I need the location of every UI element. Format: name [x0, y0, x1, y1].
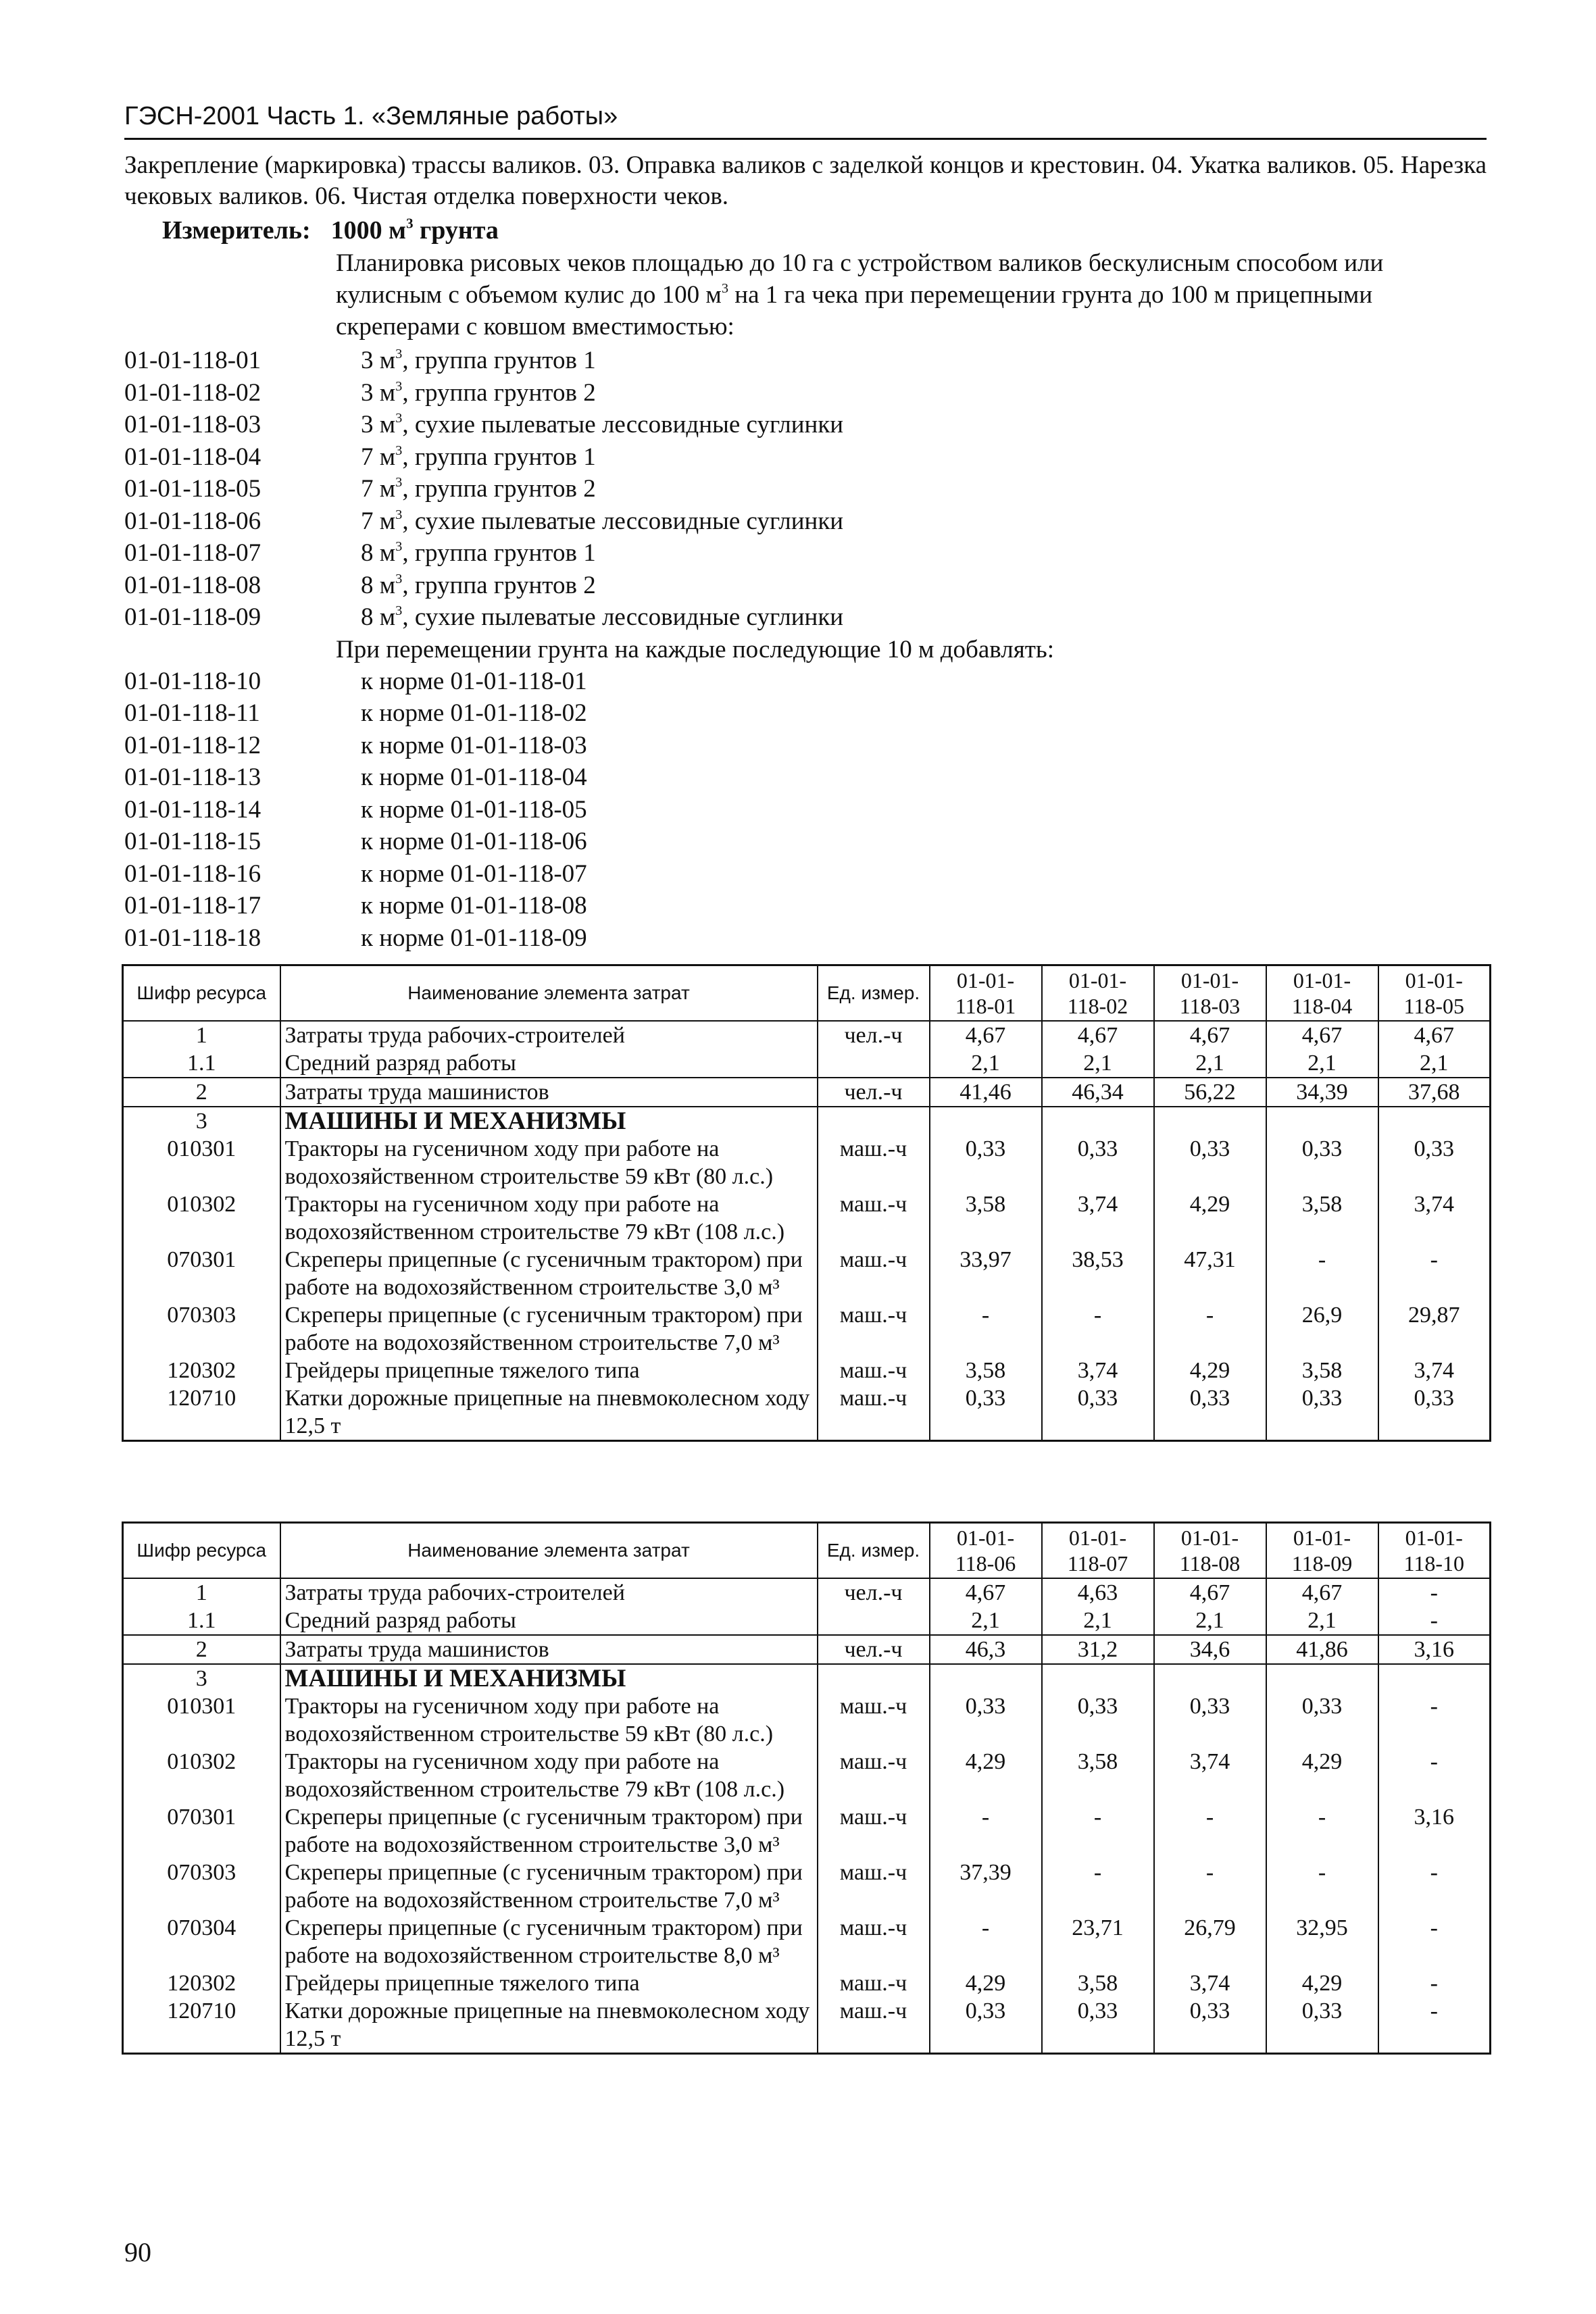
table-row [123, 1578, 1491, 1607]
table-row [123, 1246, 1491, 1301]
resource-value: - [1042, 1859, 1154, 1914]
norm-row [124, 794, 1487, 826]
resource-name: Скреперы прицепные (с гусеничным трактором) при работе на водохозяйственном строительстве 3,0 м³ [280, 1803, 818, 1859]
norm-code: 01-01-118-12 [124, 731, 261, 759]
resource-code: 010301 [123, 1135, 280, 1190]
resource-name: Средний разряд работы [280, 1607, 818, 1635]
norm-code: 01-01-118-06 [124, 507, 261, 535]
norm-code: 01-01-118-15 [124, 828, 261, 855]
resource-unit: чел.-ч [818, 1078, 930, 1107]
resource-value: 0,33 [1042, 1692, 1154, 1748]
resource-value: 38,53 [1042, 1246, 1154, 1301]
table-header-row [123, 965, 1491, 1022]
resource-table-1 [122, 964, 1491, 1442]
resource-value: 2,1 [1042, 1607, 1154, 1635]
norm-description: к норме 01-01-118-03 [361, 731, 587, 759]
resource-value: 3,58 [1266, 1357, 1378, 1384]
norm-row [124, 409, 1487, 441]
resource-value: 37,68 [1378, 1078, 1491, 1107]
table-row [123, 1384, 1491, 1441]
norm-row [124, 922, 1487, 955]
resource-code: 070303 [123, 1301, 280, 1357]
resource-unit: маш.-ч [818, 1301, 930, 1357]
resource-value: 4,29 [1266, 1748, 1378, 1803]
table-row [123, 1914, 1491, 1969]
resource-value: - [1266, 1803, 1378, 1859]
resource-code: 1.1 [123, 1049, 280, 1078]
resource-value: 0,33 [1378, 1384, 1491, 1441]
table-row [123, 1190, 1491, 1246]
resource-unit: чел.-ч [818, 1635, 930, 1664]
resource-name: Катки дорожные прицепные на пневмоколесном ходу 12,5 т [280, 1997, 818, 2054]
resource-value [1154, 1664, 1266, 1692]
resource-value: 0,33 [1266, 1997, 1378, 2054]
resource-value: - [1154, 1859, 1266, 1914]
resource-table-2 [122, 1521, 1491, 2055]
norm-code: 01-01-118-09 [124, 603, 261, 631]
norm-row [124, 858, 1487, 890]
norm-code: 01-01-118-14 [124, 795, 261, 824]
resource-value: 2,1 [1266, 1607, 1378, 1635]
resource-value: - [1378, 1997, 1491, 2054]
resource-value: 3,74 [1042, 1190, 1154, 1246]
table-row [123, 1803, 1491, 1859]
resource-unit: маш.-ч [818, 1246, 930, 1301]
resource-name: Грейдеры прицепные тяжелого типа [280, 1969, 818, 1997]
table-row [123, 1664, 1491, 1692]
norm-description: к норме 01-01-118-07 [361, 859, 587, 888]
plan-description: Планировка рисовых чеков площадью до 10 га с устройством валиков бескулисным способом или кулисным с объемом кулис до 100 $м^3$ на 1 га чека при перемещении грунта до 100 м прицепными скреперами с ковшом вместимостью: [336, 249, 1384, 341]
resource-code: 010302 [123, 1190, 280, 1246]
norm-row [124, 473, 1487, 505]
resource-value: - [930, 1803, 1042, 1859]
resource-value: 4,67 [1154, 1578, 1266, 1607]
table-row [123, 1049, 1491, 1078]
resource-code: 070301 [123, 1803, 280, 1859]
resource-value: 3,74 [1042, 1357, 1154, 1384]
resource-code: 2 [123, 1078, 280, 1107]
norm-code: 01-01-118-18 [124, 924, 261, 952]
norm-row [124, 761, 1487, 794]
header-norm-code: 01-01- 118-05 [1378, 965, 1491, 1022]
resource-value: 46,34 [1042, 1078, 1154, 1107]
resource-value: 3,74 [1154, 1748, 1266, 1803]
table-row [123, 1607, 1491, 1635]
norm-code: 01-01-118-01 [124, 347, 261, 374]
resource-value: 0,33 [1266, 1384, 1378, 1441]
resource-value: 0,33 [1266, 1135, 1378, 1190]
resource-code: 1.1 [123, 1607, 280, 1635]
norm-description: 3 $м^3$, группа грунтов 2 [361, 378, 596, 407]
resource-value: 33,97 [930, 1246, 1042, 1301]
norm-code: 01-01-118-04 [124, 443, 261, 471]
resource-code: 120302 [123, 1357, 280, 1384]
table-row [123, 1635, 1491, 1664]
table-header-row [123, 1523, 1491, 1579]
resource-value: - [1378, 1607, 1491, 1635]
resource-name: Затраты труда рабочих-строителей [280, 1578, 818, 1607]
resource-value: 3,74 [1378, 1190, 1491, 1246]
resource-unit: чел.-ч [818, 1578, 930, 1607]
resource-value: - [1378, 1578, 1491, 1607]
resource-value: - [1378, 1748, 1491, 1803]
resource-unit: маш.-ч [818, 1748, 930, 1803]
resource-code: 010302 [123, 1748, 280, 1803]
header-name: Наименование элемента затрат [280, 1523, 818, 1579]
resource-value: 31,2 [1042, 1635, 1154, 1664]
norm-description: к норме 01-01-118-02 [361, 699, 587, 727]
measure-value: 1000 $м^3$ грунта [330, 215, 499, 245]
resource-value: 2,1 [1042, 1049, 1154, 1078]
table-row [123, 1692, 1491, 1748]
resource-code: 120302 [123, 1969, 280, 1997]
resource-value: 56,22 [1154, 1078, 1266, 1107]
resource-value: 4,29 [1154, 1357, 1266, 1384]
resource-value: 3,58 [1042, 1748, 1154, 1803]
norm-description: 8 $м^3$, группа грунтов 1 [361, 538, 596, 567]
resource-value: 3,58 [1266, 1190, 1378, 1246]
resource-value: 0,33 [1154, 1692, 1266, 1748]
resource-value [1042, 1107, 1154, 1135]
resource-value: 46,3 [930, 1635, 1042, 1664]
norm-code: 01-01-118-08 [124, 571, 261, 599]
resource-value: 3,16 [1378, 1635, 1491, 1664]
norm-subheading-text: При перемещении грунта на каждые последующие 10 м добавлять: [336, 635, 1055, 663]
resource-name: Затраты труда машинистов [280, 1078, 818, 1107]
resource-value: - [930, 1914, 1042, 1969]
resource-value: - [1378, 1246, 1491, 1301]
resource-value [1042, 1664, 1154, 1692]
resource-value: 4,67 [1154, 1021, 1266, 1049]
norm-code: 01-01-118-02 [124, 378, 261, 407]
resource-name: Тракторы на гусеничном ходу при работе на водохозяйственном строительстве 79 кВт (108 л.с.) [280, 1748, 818, 1803]
resource-code: 3 [123, 1107, 280, 1135]
table-row [123, 1997, 1491, 2054]
resource-value: 0,33 [1154, 1135, 1266, 1190]
header-code: Шифр ресурса [123, 965, 280, 1022]
resource-value: 0,33 [1042, 1997, 1154, 2054]
norm-code: 01-01-118-11 [124, 699, 260, 727]
resource-value: 32,95 [1266, 1914, 1378, 1969]
norm-row [124, 665, 1487, 698]
resource-name: Скреперы прицепные (с гусеничным трактором) при работе на водохозяйственном строительстве 3,0 м³ [280, 1246, 818, 1301]
resource-unit: маш.-ч [818, 1135, 930, 1190]
resource-code: 070304 [123, 1914, 280, 1969]
resource-unit: маш.-ч [818, 1997, 930, 2054]
norm-code: 01-01-118-03 [124, 411, 261, 438]
page-number: 90 [124, 2237, 151, 2267]
table-row [123, 1357, 1491, 1384]
resource-unit: маш.-ч [818, 1692, 930, 1748]
header-norm-code: 01-01- 118-09 [1266, 1523, 1378, 1579]
resource-value: - [1154, 1803, 1266, 1859]
resource-value: 2,1 [1266, 1049, 1378, 1078]
header-unit: Ед. измер. [818, 965, 930, 1022]
table-row [123, 1748, 1491, 1803]
table-row [123, 1301, 1491, 1357]
norm-code: 01-01-118-05 [124, 475, 261, 503]
norm-code: 01-01-118-07 [124, 539, 261, 567]
norm-code: 01-01-118-16 [124, 859, 261, 888]
header-name: Наименование элемента затрат [280, 965, 818, 1022]
resource-value: 0,33 [930, 1135, 1042, 1190]
resource-value: 2,1 [930, 1607, 1042, 1635]
resource-name: Скреперы прицепные (с гусеничным трактором) при работе на водохозяйственном строительстве 8,0 м³ [280, 1914, 818, 1969]
resource-value: 3,74 [1154, 1969, 1266, 1997]
norm-description: 8 $м^3$, сухие пылеватые лессовидные суглинки [361, 603, 844, 631]
header-code: Шифр ресурса [123, 1523, 280, 1579]
resource-value [1266, 1107, 1378, 1135]
resource-value: 0,33 [1378, 1135, 1491, 1190]
resource-value: 4,63 [1042, 1578, 1154, 1607]
resource-value: 3,74 [1378, 1357, 1491, 1384]
norm-row [124, 890, 1487, 922]
norm-description: 7 $м^3$, группа грунтов 1 [361, 443, 596, 471]
resource-value: 0,33 [930, 1997, 1042, 2054]
resource-value: 4,67 [930, 1578, 1042, 1607]
table-row [123, 1021, 1491, 1049]
norm-description: к норме 01-01-118-06 [361, 828, 587, 855]
resource-value: 0,33 [1154, 1384, 1266, 1441]
resource-value: 4,67 [1266, 1021, 1378, 1049]
norms-list [124, 345, 1487, 954]
resource-value: 2,1 [1378, 1049, 1491, 1078]
table-row [123, 1135, 1491, 1190]
resource-value: - [1378, 1969, 1491, 1997]
resource-name: Средний разряд работы [280, 1049, 818, 1078]
resource-value: - [1042, 1301, 1154, 1357]
resource-code: 3 [123, 1664, 280, 1692]
norm-description: 7 $м^3$, сухие пылеватые лессовидные суглинки [361, 507, 844, 535]
resource-unit [818, 1107, 930, 1135]
resource-value: - [1378, 1692, 1491, 1748]
resource-value: 4,67 [1042, 1021, 1154, 1049]
resource-unit: чел.-ч [818, 1021, 930, 1049]
norm-row [124, 441, 1487, 474]
resource-value: 41,86 [1266, 1635, 1378, 1664]
resource-value: 3,58 [930, 1190, 1042, 1246]
resource-unit: маш.-ч [818, 1914, 930, 1969]
resource-value: 4,67 [1266, 1578, 1378, 1607]
norm-code: 01-01-118-10 [124, 667, 261, 695]
resource-code: 120710 [123, 1997, 280, 2054]
header-norm-code: 01-01- 118-01 [930, 965, 1042, 1022]
resource-value: 26,79 [1154, 1914, 1266, 1969]
header-norm-code: 01-01- 118-06 [930, 1523, 1042, 1579]
norm-row [124, 570, 1487, 602]
norm-row [124, 826, 1487, 858]
resource-code: 070301 [123, 1246, 280, 1301]
measure-label: Измеритель: [162, 216, 311, 245]
header-norm-code: 01-01- 118-08 [1154, 1523, 1266, 1579]
resource-value: 2,1 [930, 1049, 1042, 1078]
table-row [123, 1969, 1491, 1997]
resource-unit: маш.-ч [818, 1803, 930, 1859]
resource-value: 4,29 [930, 1969, 1042, 1997]
resource-value: 29,87 [1378, 1301, 1491, 1357]
resource-name: Катки дорожные прицепные на пневмоколесном ходу 12,5 т [280, 1384, 818, 1441]
resource-name: Скреперы прицепные (с гусеничным трактором) при работе на водохозяйственном строительстве 7,0 м³ [280, 1301, 818, 1357]
resource-value: 4,29 [930, 1748, 1042, 1803]
resource-unit: маш.-ч [818, 1969, 930, 1997]
intro-paragraph: Закрепление (маркировка) трассы валиков. 03. Оправка валиков с заделкой концов и крестовин. 04. Укатка валиков. 05. Нарезка чековых валиков. 06. Чистая отделка поверхности чеков. [124, 151, 1487, 210]
resource-value: 0,33 [1154, 1997, 1266, 2054]
resource-value: - [1042, 1803, 1154, 1859]
resource-value [1266, 1664, 1378, 1692]
resource-value: 0,33 [1266, 1692, 1378, 1748]
resource-unit [818, 1049, 930, 1078]
resource-value: - [1266, 1859, 1378, 1914]
table-row [123, 1859, 1491, 1914]
resource-value: 37,39 [930, 1859, 1042, 1914]
header-norm-code: 01-01- 118-02 [1042, 965, 1154, 1022]
resource-value: 4,29 [1154, 1190, 1266, 1246]
resource-value: 3,16 [1378, 1803, 1491, 1859]
resource-code: 120710 [123, 1384, 280, 1441]
resource-value: 4,67 [930, 1021, 1042, 1049]
resource-name: Тракторы на гусеничном ходу при работе на водохозяйственном строительстве 59 кВт (80 л.с.) [280, 1692, 818, 1748]
resource-value [1378, 1107, 1491, 1135]
resource-value: 23,71 [1042, 1914, 1154, 1969]
resource-name: Грейдеры прицепные тяжелого типа [280, 1357, 818, 1384]
header-unit: Ед. измер. [818, 1523, 930, 1579]
resource-value: 2,1 [1154, 1607, 1266, 1635]
resource-unit [818, 1607, 930, 1635]
resource-name: Затраты труда рабочих-строителей [280, 1021, 818, 1049]
resource-value: - [1266, 1246, 1378, 1301]
resource-unit [818, 1664, 930, 1692]
norm-row [124, 505, 1487, 538]
resource-code: 1 [123, 1021, 280, 1049]
header-norm-code: 01-01- 118-03 [1154, 965, 1266, 1022]
resource-code: 010301 [123, 1692, 280, 1748]
resource-unit: маш.-ч [818, 1190, 930, 1246]
resource-value: - [930, 1301, 1042, 1357]
header-norm-code: 01-01- 118-10 [1378, 1523, 1491, 1579]
norm-description: к норме 01-01-118-01 [361, 667, 587, 695]
norm-description: к норме 01-01-118-04 [361, 763, 587, 791]
norm-row [124, 345, 1487, 377]
resource-value [930, 1664, 1042, 1692]
header-norm-code: 01-01- 118-04 [1266, 965, 1378, 1022]
table-row [123, 1078, 1491, 1107]
measure-line [162, 215, 499, 246]
resource-unit: маш.-ч [818, 1357, 930, 1384]
norm-description: 3 $м^3$, сухие пылеватые лессовидные суглинки [361, 410, 844, 438]
resource-value: 0,33 [1042, 1135, 1154, 1190]
resource-value: 3,58 [930, 1357, 1042, 1384]
resource-value: 26,9 [1266, 1301, 1378, 1357]
resource-value: 0,33 [930, 1692, 1042, 1748]
norm-row [124, 377, 1487, 409]
norm-description: к норме 01-01-118-08 [361, 892, 587, 920]
resource-value: 4,29 [1266, 1969, 1378, 1997]
norm-description: 8 $м^3$, группа грунтов 2 [361, 571, 596, 599]
resource-code: 2 [123, 1635, 280, 1664]
resource-name: Затраты труда машинистов [280, 1635, 818, 1664]
resource-unit: маш.-ч [818, 1859, 930, 1914]
resource-value: 34,6 [1154, 1635, 1266, 1664]
resource-code: 1 [123, 1578, 280, 1607]
table-row [123, 1107, 1491, 1135]
resource-value: 0,33 [930, 1384, 1042, 1441]
resource-value: 34,39 [1266, 1078, 1378, 1107]
resource-value: 47,31 [1154, 1246, 1266, 1301]
resource-value [930, 1107, 1042, 1135]
norm-row [124, 601, 1487, 634]
page-header-title: ГЭСН-2001 Часть 1. «Земляные работы» [124, 101, 1487, 140]
norm-description: к норме 01-01-118-09 [361, 924, 587, 952]
section-heading: МАШИНЫ И МЕХАНИЗМЫ [280, 1107, 818, 1135]
resource-value [1154, 1107, 1266, 1135]
resource-value: 0,33 [1042, 1384, 1154, 1441]
norm-code: 01-01-118-13 [124, 763, 261, 791]
norm-row [124, 537, 1487, 570]
norm-description: 3 $м^3$, группа грунтов 1 [361, 346, 596, 374]
norm-row [124, 697, 1487, 730]
resource-value: - [1378, 1914, 1491, 1969]
norm-description: 7 $м^3$, группа грунтов 2 [361, 474, 596, 503]
resource-value [1378, 1664, 1491, 1692]
section-heading: МАШИНЫ И МЕХАНИЗМЫ [280, 1664, 818, 1692]
norm-code: 01-01-118-17 [124, 892, 261, 920]
header-norm-code: 01-01- 118-07 [1042, 1523, 1154, 1579]
resource-name: Скреперы прицепные (с гусеничным трактором) при работе на водохозяйственном строительстве 7,0 м³ [280, 1859, 818, 1914]
resource-value: - [1154, 1301, 1266, 1357]
resource-value: 41,46 [930, 1078, 1042, 1107]
norm-row [124, 730, 1487, 762]
resource-unit: маш.-ч [818, 1384, 930, 1441]
resource-name: Тракторы на гусеничном ходу при работе на водохозяйственном строительстве 59 кВт (80 л.с.) [280, 1135, 818, 1190]
norm-description: к норме 01-01-118-05 [361, 795, 587, 824]
resource-value: 4,67 [1378, 1021, 1491, 1049]
resource-value: - [1378, 1859, 1491, 1914]
norm-subheading [124, 634, 1487, 665]
resource-name: Тракторы на гусеничном ходу при работе на водохозяйственном строительстве 79 кВт (108 л.с.) [280, 1190, 818, 1246]
resource-code: 070303 [123, 1859, 280, 1914]
resource-value: 3,58 [1042, 1969, 1154, 1997]
resource-value: 2,1 [1154, 1049, 1266, 1078]
